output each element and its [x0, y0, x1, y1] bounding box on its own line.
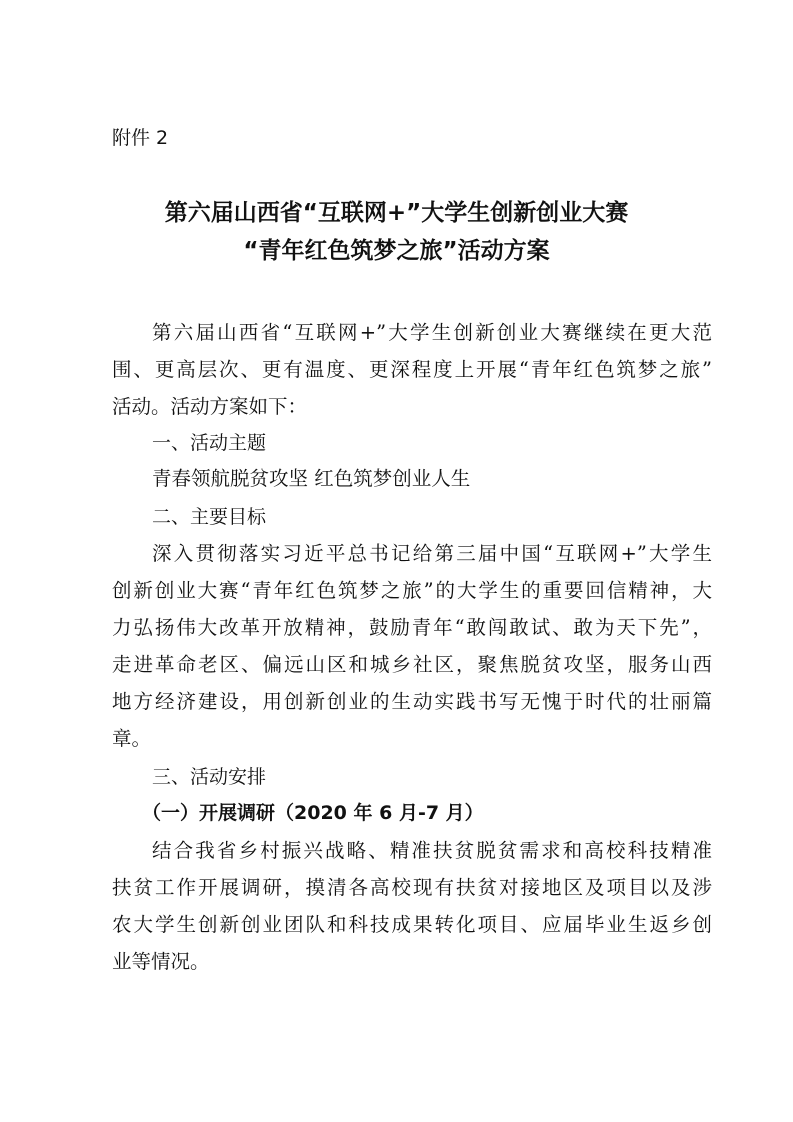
title-line-1: 第六届山西省“互联网+”大学生创新创业大赛: [164, 200, 629, 226]
section3-heading: 三、活动安排: [152, 766, 267, 788]
title-line-2: “青年红色筑梦之旅”活动方案: [243, 238, 550, 264]
section2-line-1: 深入贯彻落实习近平总书记给第三届中国“互联网+”大学生: [152, 542, 712, 565]
section1-heading: 一、活动主题: [152, 432, 267, 454]
section3-sub1-line-2: 扶贫工作开展调研，摸清各高校现有扶贫对接地区及项目以及涉: [112, 876, 712, 899]
intro-line-3: 活动。活动方案如下：: [112, 395, 308, 418]
section2-heading: 二、主要目标: [152, 506, 267, 528]
section3-sub1-line-3: 农大学生创新创业团队和科技成果转化项目、应届毕业生返乡创: [112, 913, 712, 936]
section2-line-5: 地方经济建设，用创新创业的生动实践书写无愧于时代的壮丽篇: [112, 690, 712, 713]
section2-line-2: 创新创业大赛“青年红色筑梦之旅”的大学生的重要回信精神，大: [112, 579, 712, 602]
section2-line-3: 力弘扬伟大改革开放精神，鼓励青年“敢闯敢试、敢为天下先”，: [112, 616, 712, 639]
section3-sub1-line-4: 业等情况。: [112, 950, 210, 973]
intro-line-1: 第六届山西省“互联网+”大学生创新创业大赛继续在更大范: [152, 321, 712, 344]
section1-text: 青春领航脱贫攻坚 红色筑梦创业人生: [152, 467, 471, 490]
intro-line-2: 围、更高层次、更有温度、更深程度上开展“青年红色筑梦之旅”: [112, 358, 712, 381]
section3-sub1-heading: （一）开展调研（2020 年 6 月-7 月）: [142, 802, 484, 824]
annex-label: 附件 2: [112, 127, 169, 149]
section2-line-6: 章。: [112, 727, 152, 750]
section2-line-4: 走进革命老区、偏远山区和城乡社区，聚焦脱贫攻坚，服务山西: [112, 653, 712, 676]
section3-sub1-line-1: 结合我省乡村振兴战略、精准扶贫脱贫需求和高校科技精准: [152, 839, 712, 862]
